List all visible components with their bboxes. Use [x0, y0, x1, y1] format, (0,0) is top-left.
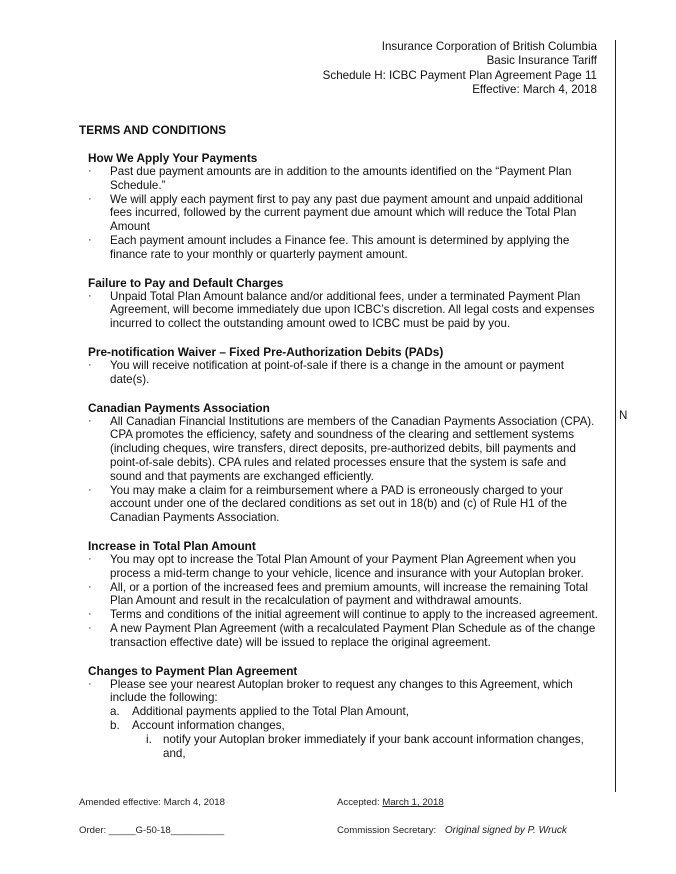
sub-list-item [110, 719, 600, 733]
sub-list-text: Account information changes, [132, 718, 285, 732]
accepted-date: March 1, 2018 [382, 797, 444, 808]
bullet-icon: · [88, 165, 92, 177]
sub-list-item [110, 705, 600, 719]
bullet-text: Please see your nearest Autoplan broker to request any changes to this Agreement, which include the following: [110, 677, 573, 705]
amended-effective: Amended effective: March 4, 2018 [79, 797, 225, 808]
section-title: Changes to Payment Plan Agreement [88, 663, 298, 678]
bullet-icon: · [88, 580, 92, 593]
bullet-item [88, 484, 600, 525]
sub-list-text: Additional payments applied to the Total Plan Amount, [132, 705, 409, 719]
sub-list-number: a. [110, 705, 120, 719]
bullet-text: All Canadian Financial Institutions are members of the Canadian Payments Association (CPA). CPA promotes the efficiency, safety and soundness of the clearing and settlement systems (including cheques, wire transfers, direct deposits, pre-authorized debits, bill payments and point-of-sale debits). CPA rules and related processes ensure that the system is safe and sound and that payments are exchanged efficiently. [110, 414, 595, 483]
bullet-item [88, 165, 600, 193]
section [88, 151, 600, 262]
bullet-icon: · [88, 483, 92, 496]
bullet-item [88, 553, 600, 581]
section [88, 664, 600, 761]
bullet-text: You may make a claim for a reimbursement where a PAD is erroneously charged to your account under one of the declared conditions as set out in 18(b) and (c) of Rule H1 of the Canadian Payments Association. [110, 483, 567, 525]
bullet-icon: · [88, 608, 92, 621]
bullet-text: Each payment amount includes a Finance fee. This amount is determined by applying the finance rate to your monthly or quarterly payment amount. [110, 233, 570, 261]
section [88, 401, 600, 525]
bullet-text: Terms and conditions of the initial agreement will continue to apply to the increased agreement. [110, 608, 598, 622]
bullet-text: Past due payment amounts are in addition to the amounts identified on the “Payment Plan Schedule.” [110, 165, 572, 192]
section [88, 276, 600, 331]
bullet-item [88, 678, 600, 706]
bullet-icon: · [88, 621, 92, 634]
bullet-item [88, 290, 600, 331]
header-tariff: Basic Insurance Tariff [486, 54, 597, 68]
bullet-icon: · [88, 289, 92, 302]
bullet-item [88, 234, 600, 262]
accepted-label: Accepted: [337, 797, 380, 808]
bullet-icon: · [88, 677, 92, 690]
secretary-label: Commission Secretary: [337, 825, 437, 836]
header-org: Insurance Corporation of British Columbia [381, 40, 597, 53]
margin-rule [615, 40, 616, 792]
bullet-text: All, or a portion of the increased fees and premium amounts, will increase the remaining Total Plan Amount and result in the recalculation of payment and withdrawal amounts. [110, 580, 588, 608]
bullet-item [88, 193, 600, 234]
accepted-line [337, 797, 444, 808]
subsub-list-number: i. [146, 732, 152, 746]
order-value: _____G-50-18__________ [108, 825, 225, 836]
bullet-item [88, 608, 600, 622]
bullet-icon: · [88, 358, 92, 371]
subsub-list-item [146, 733, 600, 761]
subsub-list-text: notify your Autoplan broker immediately if your bank account information changes, and, [163, 732, 584, 760]
bullet-text: You will receive notification at point-of-sale if there is a change in the amount or payment date(s). [110, 358, 564, 386]
header-schedule: Schedule H: ICBC Payment Plan Agreement Page 11 [322, 68, 597, 82]
bullet-item [88, 622, 600, 650]
section [88, 345, 600, 387]
section-title: Increase in Total Plan Amount [88, 538, 256, 553]
bullet-item [88, 581, 600, 609]
page-header [323, 40, 597, 98]
secretary-line [337, 825, 567, 836]
bullet-text: A new Payment Plan Agreement (with a recalculated Payment Plan Schedule as of the change transaction effective date) will be issued to replace the original agreement. [110, 621, 596, 649]
section-title: Pre-notification Waiver – Fixed Pre-Authorization Debits (PADs) [88, 344, 444, 359]
terms-title: TERMS AND CONDITIONS [79, 123, 227, 137]
order-label: Order: [79, 825, 107, 836]
signature: Original signed by P. Wruck [444, 825, 567, 836]
bullet-icon: · [88, 233, 92, 246]
bullet-icon: · [88, 552, 92, 565]
bullet-icon: · [88, 192, 92, 205]
sub-list-number: b. [110, 718, 120, 732]
section-title: How We Apply Your Payments [88, 151, 258, 165]
section [88, 539, 600, 650]
bullet-text: You may opt to increase the Total Plan Amount of your Payment Plan Agreement when you process a mid-term change to your vehicle, licence and insurance with your Autoplan broker. [110, 552, 584, 580]
bullet-item [88, 415, 600, 484]
section-title: Canadian Payments Association [88, 400, 270, 415]
bullet-icon: · [88, 414, 92, 427]
bullet-item [88, 359, 600, 387]
order-line [79, 825, 224, 836]
bullet-text: Unpaid Total Plan Amount balance and/or additional fees, under a terminated Payment Plan Agreement, will become immediately due upon ICBC’s discretion. All legal costs and expenses incurred to collect the outstanding amount owed to ICBC must be paid by you. [110, 289, 595, 331]
header-effective: Effective: March 4, 2018 [472, 83, 597, 97]
change-marker: N [619, 409, 628, 422]
bullet-text: We will apply each payment first to pay any past due payment amount and unpaid additional fees incurred, followed by the current payment due amount which will reduce the Total Plan Amount [110, 192, 583, 234]
terms-content [88, 151, 600, 760]
section-title: Failure to Pay and Default Charges [88, 275, 284, 290]
